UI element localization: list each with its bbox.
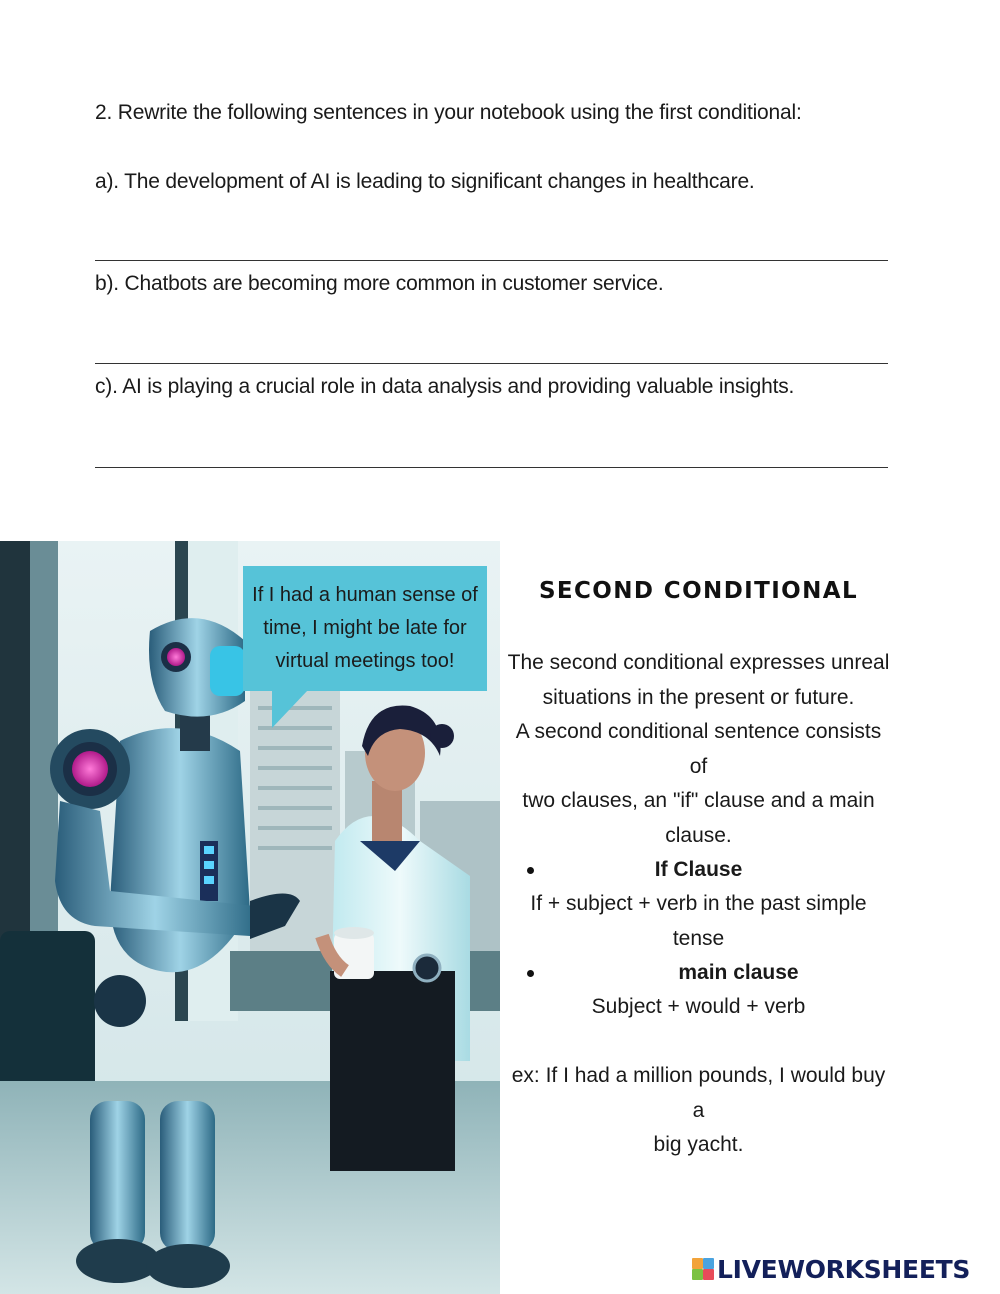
main-clause-label: main clause xyxy=(678,961,799,984)
example xyxy=(505,1059,892,1163)
liveworksheets-logo xyxy=(692,1252,970,1286)
section-heading: SECOND CONDITIONAL xyxy=(538,578,859,604)
description-line: The second conditional expresses unreal xyxy=(507,651,890,674)
if-clause-formula: If + subject + verb in the past simple tense xyxy=(530,892,867,950)
logo-icon xyxy=(692,1258,714,1280)
answer-line-c xyxy=(95,467,888,468)
description-line: two clauses, an "if" clause and a main xyxy=(522,789,875,812)
exercise-item-c: c). AI is playing a crucial role in data analysis and providing valuable insights. xyxy=(95,375,795,398)
main-clause-formula: Subject + would + verb xyxy=(591,995,806,1018)
description-line: situations in the present or future. xyxy=(542,685,855,709)
example-line: big yacht. xyxy=(653,1133,744,1156)
description xyxy=(505,646,892,853)
speech-bubble xyxy=(243,566,487,691)
if-clause-bullet xyxy=(505,853,892,887)
answer-line-a xyxy=(95,260,888,261)
exercise-item-a: a). The development of AI is leading to significant changes in healthcare. xyxy=(95,170,755,193)
speech-bubble-line: time, I might be late for xyxy=(263,617,467,639)
description-line: A second conditional sentence consists of xyxy=(515,720,882,778)
speech-bubble-line: virtual meetings too! xyxy=(275,650,455,672)
speech-bubble-line: If I had a human sense of xyxy=(252,584,478,606)
speech-bubble-tail xyxy=(272,690,308,728)
bullet-icon xyxy=(527,970,534,977)
if-clause-label: If Clause xyxy=(654,858,743,881)
answer-line-b xyxy=(95,363,888,364)
main-clause-bullet xyxy=(505,956,892,990)
exercise-instruction: 2. Rewrite the following sentences in your notebook using the first conditional: xyxy=(95,101,802,124)
logo-text: LIVEWORKSHEETS xyxy=(717,1254,971,1284)
description-line: clause. xyxy=(665,823,732,847)
example-line: ex: If I had a million pounds, I would buy a xyxy=(511,1064,886,1122)
exercise-item-b: b). Chatbots are becoming more common in customer service. xyxy=(95,272,664,295)
